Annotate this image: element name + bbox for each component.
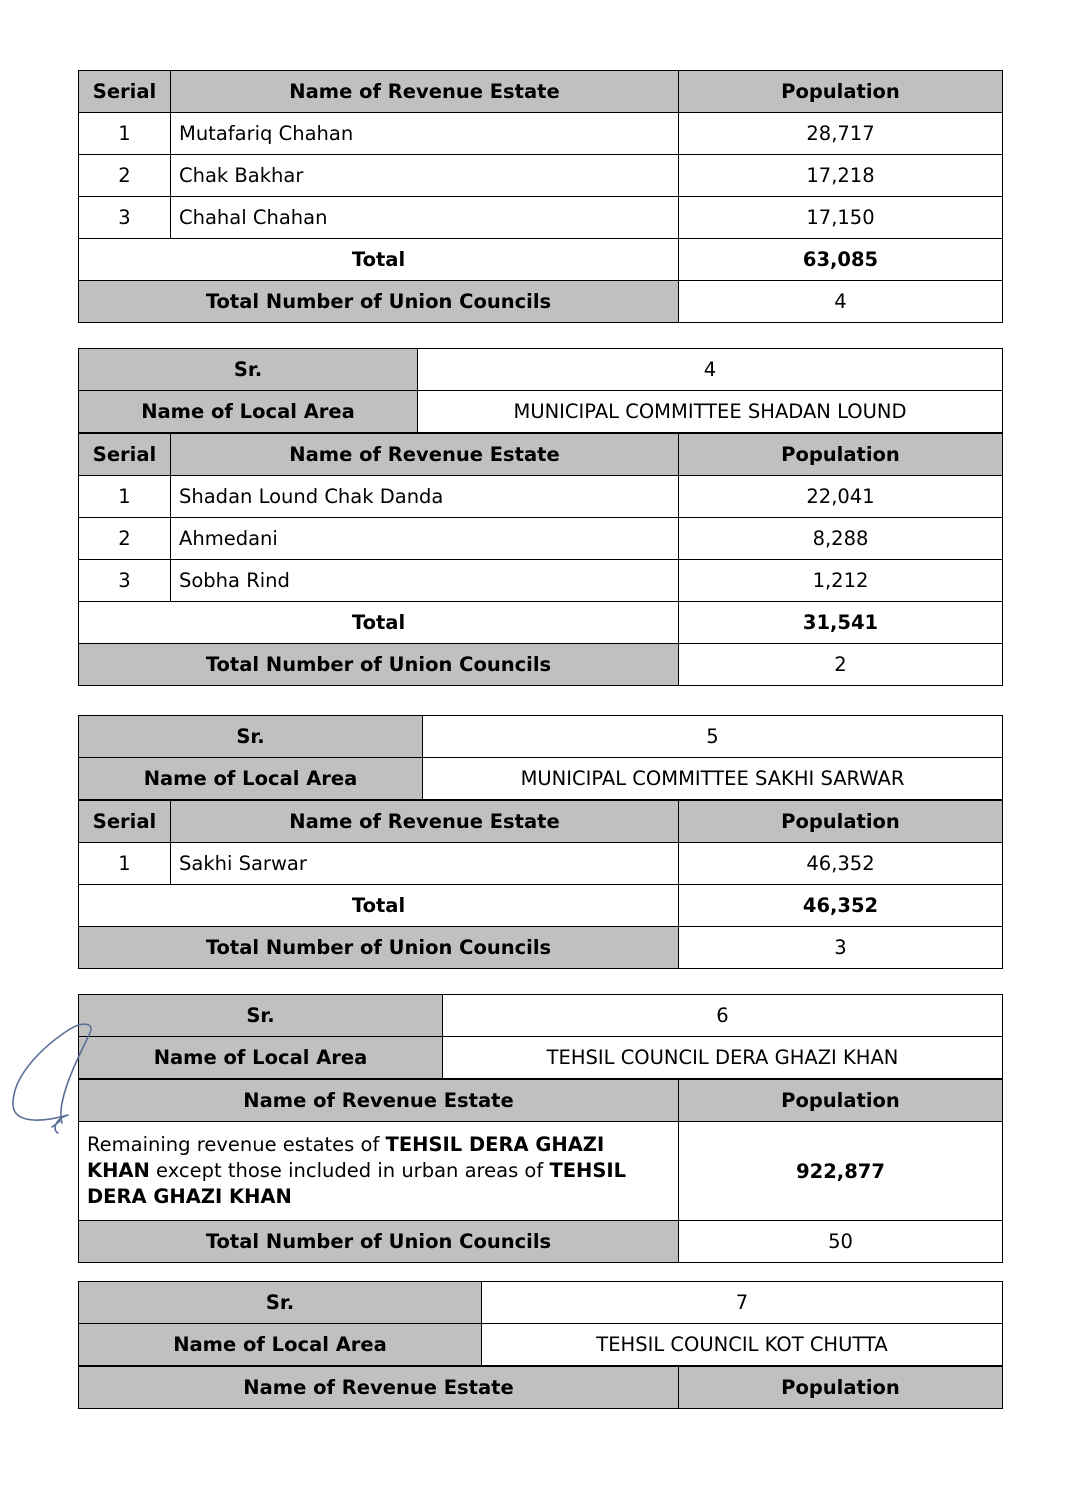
local-area-row <box>79 391 1003 433</box>
row-estate-name: Chahal Chahan <box>171 197 679 239</box>
local-area-info-table <box>78 994 1003 1079</box>
header-population: Population <box>679 1080 1003 1122</box>
union-councils-value: 4 <box>679 281 1003 323</box>
sr-value: 5 <box>423 716 1003 758</box>
row-estate-name: Shadan Lound Chak Danda <box>171 476 679 518</box>
header-serial: Serial <box>79 71 171 113</box>
sr-label: Sr. <box>79 716 423 758</box>
total-row <box>79 239 1003 281</box>
sr-value: 7 <box>482 1282 1003 1324</box>
table-header-row <box>79 801 1003 843</box>
row-serial: 1 <box>79 843 171 885</box>
row-population: 28,717 <box>679 113 1003 155</box>
union-councils-label: Total Number of Union Councils <box>79 927 679 969</box>
row-population: 1,212 <box>679 560 1003 602</box>
row-population: 8,288 <box>679 518 1003 560</box>
remaining-bold-2: TEHSIL DERA GHAZI KHAN <box>87 1159 627 1208</box>
union-councils-row <box>79 281 1003 323</box>
sr-row <box>79 995 1003 1037</box>
local-area-info-table <box>78 715 1003 800</box>
local-area-info-table <box>78 1281 1003 1366</box>
row-serial: 2 <box>79 518 171 560</box>
row-estate-name: Chak Bakhar <box>171 155 679 197</box>
total-value: 46,352 <box>679 885 1003 927</box>
local-area-row <box>79 1324 1003 1366</box>
union-councils-value: 50 <box>679 1221 1003 1263</box>
remaining-bold-1: TEHSIL DERA GHAZI KHAN <box>87 1133 605 1182</box>
local-area-label: Name of Local Area <box>79 758 423 800</box>
table-row <box>79 518 1003 560</box>
revenue-estate-table <box>78 70 1003 323</box>
sr-value: 6 <box>443 995 1003 1037</box>
sr-value: 4 <box>418 349 1003 391</box>
union-councils-row <box>79 927 1003 969</box>
row-population: 17,150 <box>679 197 1003 239</box>
sr-label: Sr. <box>79 1282 482 1324</box>
header-population: Population <box>679 434 1003 476</box>
row-serial: 1 <box>79 476 171 518</box>
table-header-row <box>79 1080 1003 1122</box>
union-councils-row <box>79 1221 1003 1263</box>
row-serial: 3 <box>79 560 171 602</box>
row-population: 22,041 <box>679 476 1003 518</box>
header-revenue-estate: Name of Revenue Estate <box>171 801 679 843</box>
header-population: Population <box>679 1367 1003 1409</box>
table-row <box>79 197 1003 239</box>
table-block-tehsil-dera-ghazi-khan <box>78 994 1002 1263</box>
local-area-label: Name of Local Area <box>79 1324 482 1366</box>
table-row <box>79 843 1003 885</box>
row-estate-name: Sakhi Sarwar <box>171 843 679 885</box>
table-block-continued <box>78 70 1002 323</box>
revenue-estate-table <box>78 800 1003 969</box>
header-serial: Serial <box>79 801 171 843</box>
header-revenue-estate: Name of Revenue Estate <box>79 1080 679 1122</box>
union-councils-value: 3 <box>679 927 1003 969</box>
table-header-row <box>79 71 1003 113</box>
table-row <box>79 476 1003 518</box>
union-councils-label: Total Number of Union Councils <box>79 281 679 323</box>
local-area-value: MUNICIPAL COMMITTEE SAKHI SARWAR <box>423 758 1003 800</box>
table-block-sakhi-sarwar <box>78 715 1002 969</box>
revenue-estate-table <box>78 1079 1003 1263</box>
remaining-estates-description <box>79 1122 679 1221</box>
table-block-shadan-lound <box>78 348 1002 686</box>
table-row <box>79 1122 1003 1221</box>
row-estate-name: Ahmedani <box>171 518 679 560</box>
row-population: 922,877 <box>679 1122 1003 1221</box>
table-row <box>79 560 1003 602</box>
sr-label: Sr. <box>79 995 443 1037</box>
header-serial: Serial <box>79 434 171 476</box>
table-block-tehsil-kot-chutta <box>78 1281 1002 1409</box>
table-row <box>79 155 1003 197</box>
row-estate-name: Mutafariq Chahan <box>171 113 679 155</box>
local-area-value: TEHSIL COUNCIL KOT CHUTTA <box>482 1324 1003 1366</box>
row-serial: 2 <box>79 155 171 197</box>
sr-label: Sr. <box>79 349 418 391</box>
local-area-info-table <box>78 348 1003 433</box>
total-row <box>79 602 1003 644</box>
remaining-text-2: except those included in urban areas of <box>149 1159 550 1182</box>
row-serial: 3 <box>79 197 171 239</box>
local-area-value: TEHSIL COUNCIL DERA GHAZI KHAN <box>443 1037 1003 1079</box>
header-revenue-estate: Name of Revenue Estate <box>79 1367 679 1409</box>
local-area-label: Name of Local Area <box>79 391 418 433</box>
row-estate-name: Sobha Rind <box>171 560 679 602</box>
header-revenue-estate: Name of Revenue Estate <box>171 434 679 476</box>
header-revenue-estate: Name of Revenue Estate <box>171 71 679 113</box>
local-area-label: Name of Local Area <box>79 1037 443 1079</box>
union-councils-row <box>79 644 1003 686</box>
local-area-row <box>79 758 1003 800</box>
total-label: Total <box>79 885 679 927</box>
local-area-value: MUNICIPAL COMMITTEE SHADAN LOUND <box>418 391 1003 433</box>
union-councils-value: 2 <box>679 644 1003 686</box>
header-population: Population <box>679 71 1003 113</box>
total-value: 31,541 <box>679 602 1003 644</box>
revenue-estate-table <box>78 1366 1003 1409</box>
row-population: 17,218 <box>679 155 1003 197</box>
total-value: 63,085 <box>679 239 1003 281</box>
remaining-text-1: Remaining revenue estates of <box>87 1133 386 1156</box>
header-population: Population <box>679 801 1003 843</box>
total-label: Total <box>79 239 679 281</box>
sr-row <box>79 716 1003 758</box>
row-serial: 1 <box>79 113 171 155</box>
local-area-row <box>79 1037 1003 1079</box>
total-row <box>79 885 1003 927</box>
total-label: Total <box>79 602 679 644</box>
sr-row <box>79 1282 1003 1324</box>
sr-row <box>79 349 1003 391</box>
revenue-estate-table <box>78 433 1003 686</box>
table-header-row <box>79 434 1003 476</box>
table-row <box>79 113 1003 155</box>
union-councils-label: Total Number of Union Councils <box>79 644 679 686</box>
union-councils-label: Total Number of Union Councils <box>79 1221 679 1263</box>
table-header-row <box>79 1367 1003 1409</box>
row-population: 46,352 <box>679 843 1003 885</box>
